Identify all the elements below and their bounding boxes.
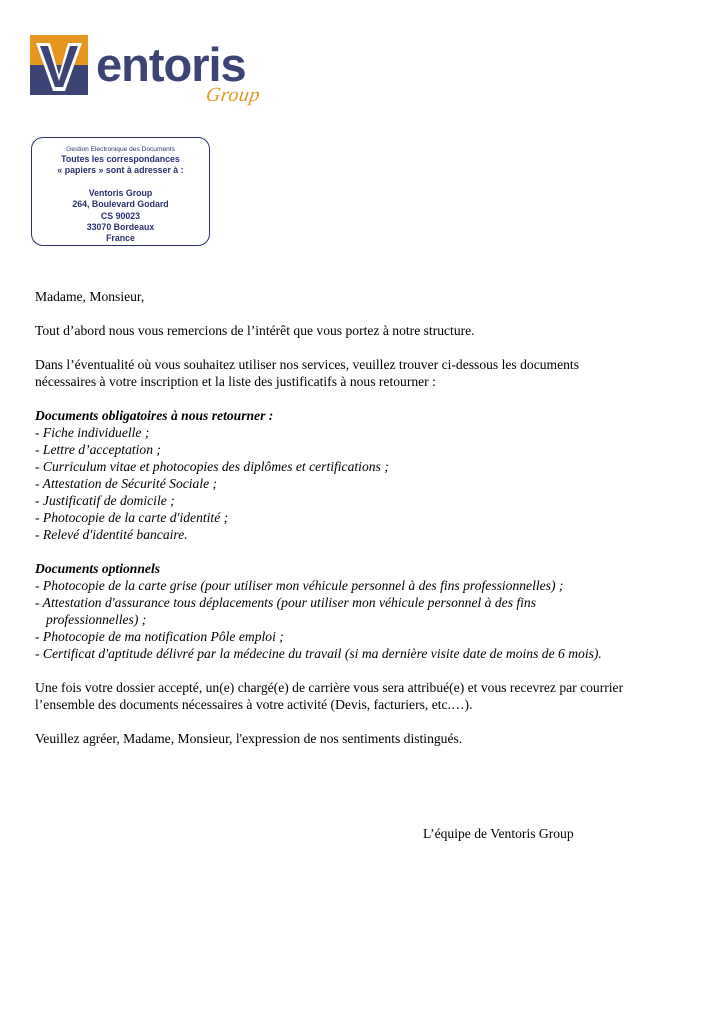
list-item: - Relevé d'identité bancaire. bbox=[35, 527, 188, 542]
list-item: - Justificatif de domicile ; bbox=[35, 493, 175, 508]
paragraph-services-line-2: nécessaires à votre inscription et la liste des justificatifs à nous retourner : bbox=[35, 374, 436, 389]
list-item: - Photocopie de la carte grise (pour utiliser mon véhicule personnel à des fins professionnelles) ; bbox=[35, 578, 564, 593]
paragraph-dossier-line-2: l’ensemble des documents nécessaires à votre activité (Devis, facturiers, etc.…). bbox=[35, 697, 473, 712]
signature: L’équipe de Ventoris Group bbox=[423, 826, 574, 841]
list-item: - Photocopie de la carte d'identité ; bbox=[35, 510, 229, 525]
mandatory-heading: Documents obligatoires à nous retourner : bbox=[35, 408, 274, 423]
closing: Veuillez agréer, Madame, Monsieur, l'expression de nos sentiments distingués. bbox=[35, 731, 463, 746]
salutation: Madame, Monsieur, bbox=[35, 289, 145, 304]
list-item: - Attestation de Sécurité Sociale ; bbox=[35, 476, 218, 491]
list-item: - Photocopie de ma notification Pôle emploi ; bbox=[35, 629, 284, 644]
address-line-2: « papiers » sont à adresser à : bbox=[57, 165, 184, 176]
address-company: Ventoris Group bbox=[88, 187, 153, 198]
paragraph-intro: Tout d’abord nous vous remercions de l’intérêt que vous portez à notre structure. bbox=[35, 323, 475, 338]
logo-wordmark: entoris bbox=[96, 38, 246, 91]
address-street: 264, Boulevard Godard bbox=[72, 199, 169, 210]
list-item: - Lettre d’acceptation ; bbox=[35, 442, 161, 457]
paragraph-services-line-1: Dans l’éventualité où vous souhaitez utiliser nos services, veuillez trouver ci-dessous les documents bbox=[35, 357, 579, 372]
list-item: - Fiche individuelle ; bbox=[35, 425, 150, 440]
paragraph-dossier-line-1: Une fois votre dossier accepté, un(e) chargé(e) de carrière vous sera attribué(e) et vous recevrez par courrier bbox=[35, 680, 624, 695]
list-item-continuation: professionnelles) ; bbox=[46, 612, 147, 627]
optional-heading: Documents optionnels bbox=[35, 561, 161, 576]
ventoris-v-logo-icon bbox=[30, 35, 88, 95]
address-line-1: Toutes les correspondances bbox=[61, 154, 180, 164]
letter-body bbox=[35, 288, 695, 747]
address-city: 33070 Bordeaux bbox=[86, 222, 155, 233]
address-box bbox=[31, 137, 210, 246]
company-logo bbox=[30, 35, 280, 105]
list-item: - Attestation d'assurance tous déplacements (pour utiliser mon véhicule personnel à des fins bbox=[35, 595, 537, 610]
list-item: - Curriculum vitae et photocopies des diplômes et certifications ; bbox=[35, 459, 389, 474]
address-country: France bbox=[106, 233, 135, 244]
logo-group-text: Group bbox=[204, 84, 262, 106]
address-header: Gestion Electronique des Documents bbox=[66, 146, 175, 153]
list-item: - Certificat d'aptitude délivré par la médecine du travail (si ma dernière visite date de moins de 6 mois). bbox=[35, 646, 602, 661]
address-cs: CS 90023 bbox=[100, 210, 141, 221]
